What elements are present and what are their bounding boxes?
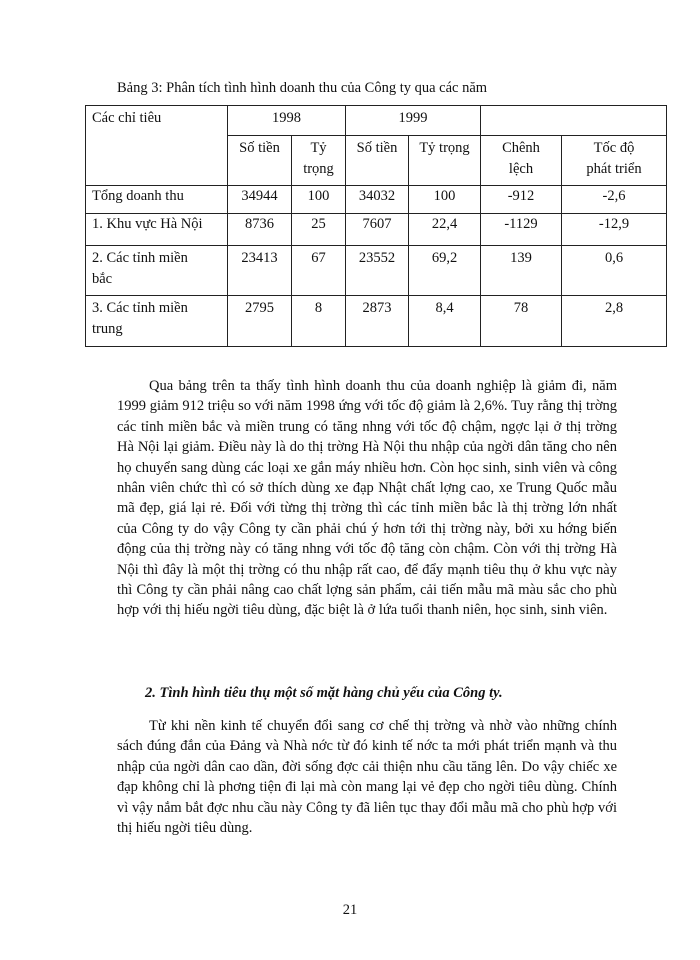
header-amount-1998: Số tiền <box>228 136 292 186</box>
cell-amount-1999: 23552 <box>346 246 409 296</box>
header-growth <box>562 136 667 186</box>
section-heading: 2. Tình hình tiêu thụ một số mặt hàng chủ yếu của Công ty. <box>145 685 503 701</box>
cell-amount-1998: 2795 <box>228 296 292 347</box>
header-share-line1: Tỷ <box>310 140 327 156</box>
cell-amount-1999: 34032 <box>346 186 409 214</box>
revenue-table <box>85 105 667 347</box>
cell-share-1999: 8,4 <box>409 296 481 347</box>
body-paragraph-1: Qua bảng trên ta thấy tình hình doanh thu của doanh nghiệp là giảm đi, năm 1999 giảm 912 triệu so với năm 1998 ứng với tốc độ giảm là 2,6%. Tuy rằng thị trờng các tỉnh miền bắc và miền trung có tăng nhng với tốc độ chậm, ngợc lại ở thị trờng Hà Nội lại giảm. Điều này là do thị trờng Hà Nội thu nhập của ngời dân tăng cho nên họ chuyển sang dùng các loại xe gắn máy nhiều hơn. Còn học sinh, sinh viên và công nhân viên chức thì có sở thích dùng xe đạp Nhật chất lợng cao, xe Trung Quốc mẫu mã đẹp, giá lại rẻ. Đối với từng thị trờng thì các tỉnh miền bắc là thị trờng lớn nhất của Công ty do vậy Công ty cần phải chú ý hơn tới thị trờng này, bởi xu hớng biến động của thị trờng này có tăng nhng với tốc độ tăng còn chậm. Còn với thị trờng Hà Nội thì đây là một thị trờng có thu nhập rất cao, để đẩy mạnh tiêu thụ ở khu vực này thì Công ty cần phải nâng cao chất lợng sản phẩm, cải tiến mẫu mã màu sắc cho phù hợp với thị hiếu ngời tiêu dùng, đặc biệt là ở lứa tuổi thanh niên, học sinh, sinh viên. <box>117 378 617 619</box>
cell-amount-1998: 8736 <box>228 214 292 246</box>
cell-amount-1999: 2873 <box>346 296 409 347</box>
cell-difference: 139 <box>481 246 562 296</box>
cell-share-1998: 8 <box>292 296 346 347</box>
row-label-line2: trung <box>92 321 123 337</box>
header-criteria: Các chỉ tiêu <box>86 106 228 186</box>
row-label-line1: 3. Các tỉnh miền <box>92 300 188 316</box>
cell-growth: -12,9 <box>562 214 667 246</box>
header-share-line2: trọng <box>303 161 334 177</box>
cell-share-1998: 25 <box>292 214 346 246</box>
header-amount-1999: Số tiền <box>346 136 409 186</box>
header-share-1999: Tỷ trọng <box>409 136 481 186</box>
cell-share-1999: 100 <box>409 186 481 214</box>
cell-share-1999: 69,2 <box>409 246 481 296</box>
header-diff-line1: Chênh <box>502 140 540 156</box>
cell-share-1998: 100 <box>292 186 346 214</box>
header-difference <box>481 136 562 186</box>
header-share-1998 <box>292 136 346 186</box>
body-paragraph-2: Từ khi nền kinh tế chuyển đổi sang cơ chế thị trờng và nhờ vào những chính sách đúng đắn của Đảng và Nhà nớc từ đó kinh tế nớc ta mới phát triển mạnh và thu nhập của ngời dân cao dần, đời sống đợc cải thiện nhu cầu tăng lên. Do vậy chiếc xe đạp không chỉ là phơng tiện đi lại mà còn mang lại vẻ đẹp cho ngời tiêu dùng. Chính vì vậy nắm bắt đợc nhu cầu này Công ty đã liên tục thay đổi mẫu mã cho phù hợp với thị hiếu ngời tiêu dùng. <box>117 718 617 837</box>
cell-growth: 2,8 <box>562 296 667 347</box>
cell-growth: 0,6 <box>562 246 667 296</box>
header-year-1999: 1999 <box>346 106 481 136</box>
header-diff-line2: lệch <box>508 161 534 177</box>
header-growth-line2: phát triển <box>586 161 642 177</box>
cell-amount-1998: 34944 <box>228 186 292 214</box>
row-label <box>86 246 228 296</box>
table-header-row <box>86 106 667 136</box>
cell-growth: -2,6 <box>562 186 667 214</box>
cell-share-1999: 22,4 <box>409 214 481 246</box>
row-label-line1: 2. Các tỉnh miền <box>92 250 188 266</box>
cell-difference: -912 <box>481 186 562 214</box>
table-row <box>86 214 667 246</box>
cell-difference: 78 <box>481 296 562 347</box>
header-empty-cell <box>481 106 667 136</box>
cell-difference: -1129 <box>481 214 562 246</box>
table-row <box>86 186 667 214</box>
header-growth-line1: Tốc độ <box>593 140 635 156</box>
cell-share-1998: 67 <box>292 246 346 296</box>
header-year-1998: 1998 <box>228 106 346 136</box>
row-label <box>86 296 228 347</box>
cell-amount-1999: 7607 <box>346 214 409 246</box>
table-row <box>86 296 667 347</box>
row-label-line2: bắc <box>92 271 113 287</box>
row-label: Tổng doanh thu <box>86 186 228 214</box>
cell-amount-1998: 23413 <box>228 246 292 296</box>
table-row <box>86 246 667 296</box>
table-caption: Bảng 3: Phân tích tình hình doanh thu của Công ty qua các năm <box>117 80 488 96</box>
row-label: 1. Khu vực Hà Nội <box>86 214 228 246</box>
page-number: 21 <box>342 902 358 918</box>
